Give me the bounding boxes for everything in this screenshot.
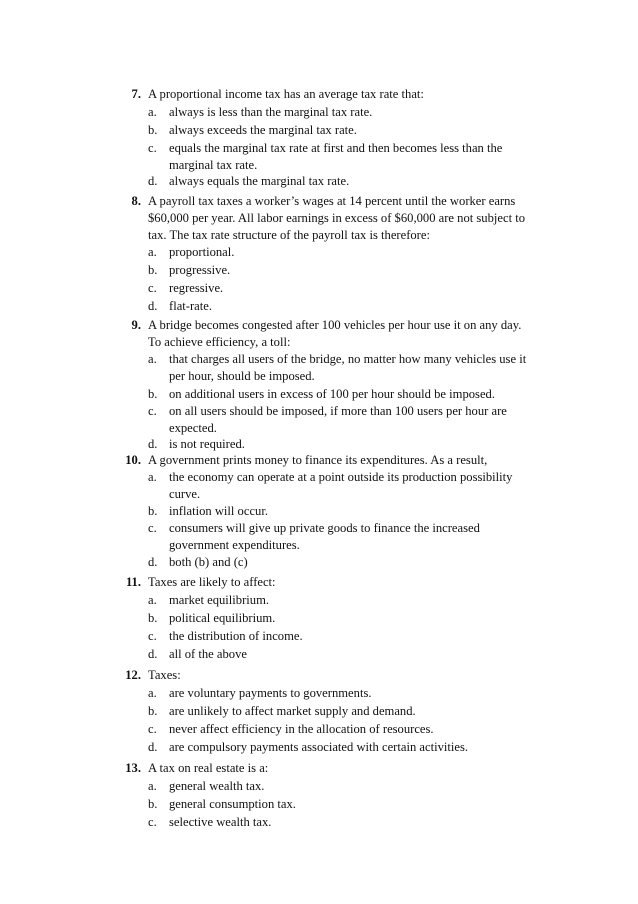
option-line: general consumption tax.: [169, 797, 296, 811]
option-line: never affect efficiency in the allocation of resources.: [169, 722, 434, 736]
option-line: always exceeds the marginal tax rate.: [169, 123, 357, 137]
option-letter: b.: [148, 123, 158, 137]
option-line: proportional.: [169, 245, 235, 259]
option-letter: c.: [148, 404, 157, 418]
option-text: [169, 628, 539, 645]
option-line: are unlikely to affect market supply and demand.: [169, 704, 416, 718]
option-line: marginal tax rate.: [169, 158, 258, 172]
option-line: the distribution of income.: [169, 629, 303, 643]
option-text: [169, 298, 539, 315]
question-stem: [148, 317, 548, 351]
option-text: [169, 703, 539, 720]
question-stem: [148, 667, 548, 684]
stem-line: A proportional income tax has an average tax rate that:: [148, 87, 424, 101]
option-line: consumers will give up private goods to finance the increased: [169, 521, 480, 535]
option-letter: c.: [148, 281, 157, 295]
option-text: [169, 503, 539, 520]
option-line: inflation will occur.: [169, 504, 268, 518]
option-letter: c.: [148, 521, 157, 535]
option-letter: c.: [148, 815, 157, 829]
option-letter: b.: [148, 263, 158, 277]
option-text: [169, 610, 539, 627]
option-line: selective wealth tax.: [169, 815, 272, 829]
question-number: 12.: [125, 668, 141, 682]
option-letter: c.: [148, 629, 157, 643]
question-stem: [148, 86, 548, 103]
question-number: 10.: [125, 453, 141, 467]
option-line: government expenditures.: [169, 538, 300, 552]
option-text: [169, 436, 539, 453]
question-stem: [148, 452, 548, 469]
question-number: 9.: [131, 318, 141, 332]
option-letter: c.: [148, 722, 157, 736]
option-letter: a.: [148, 245, 157, 259]
option-text: [169, 520, 539, 554]
stem-line: A government prints money to finance its expenditures. As a result,: [148, 453, 488, 467]
option-letter: d.: [148, 437, 158, 451]
option-text: [169, 351, 539, 385]
stem-line: A tax on real estate is a:: [148, 761, 269, 775]
question-stem: [148, 574, 548, 591]
option-line: regressive.: [169, 281, 224, 295]
stem-line: To achieve efficiency, a toll:: [148, 335, 291, 349]
option-letter: a.: [148, 593, 157, 607]
question-number: 13.: [125, 761, 141, 775]
option-line: on additional users in excess of 100 per hour should be imposed.: [169, 387, 495, 401]
option-letter: d.: [148, 174, 158, 188]
option-line: always is less than the marginal tax rate.: [169, 105, 373, 119]
option-line: on all users should be imposed, if more than 100 users per hour are: [169, 404, 507, 418]
option-letter: d.: [148, 647, 158, 661]
option-line: always equals the marginal tax rate.: [169, 174, 350, 188]
option-letter: b.: [148, 504, 158, 518]
option-text: [169, 104, 539, 121]
option-line: all of the above: [169, 647, 247, 661]
option-line: both (b) and (c): [169, 555, 248, 569]
stem-line: Taxes are likely to affect:: [148, 575, 276, 589]
option-text: [169, 244, 539, 261]
option-line: general wealth tax.: [169, 779, 265, 793]
option-line: is not required.: [169, 437, 245, 451]
option-text: [169, 721, 539, 738]
option-line: equals the marginal tax rate at first and then becomes less than the: [169, 141, 503, 155]
option-letter: a.: [148, 352, 157, 366]
question-stem: [148, 193, 548, 244]
option-line: the economy can operate at a point outside its production possibility: [169, 470, 513, 484]
option-text: [169, 778, 539, 795]
option-line: that charges all users of the bridge, no matter how many vehicles use it: [169, 352, 527, 366]
option-text: [169, 173, 539, 190]
option-text: [169, 554, 539, 571]
option-text: [169, 796, 539, 813]
option-letter: d.: [148, 740, 158, 754]
option-letter: d.: [148, 299, 158, 313]
option-line: curve.: [169, 487, 201, 501]
option-text: [169, 739, 539, 756]
stem-line: $60,000 per year. All labor earnings in excess of $60,000 are not subject to: [148, 211, 526, 225]
option-letter: d.: [148, 555, 158, 569]
option-text: [169, 280, 539, 297]
question-number: 8.: [131, 194, 141, 208]
question-number: 7.: [131, 87, 141, 101]
option-letter: a.: [148, 686, 157, 700]
stem-line: A payroll tax taxes a worker’s wages at 14 percent until the worker earns: [148, 194, 516, 208]
stem-line: tax. The tax rate structure of the payroll tax is therefore:: [148, 228, 430, 242]
option-line: market equilibrium.: [169, 593, 270, 607]
option-line: are compulsory payments associated with certain activities.: [169, 740, 469, 754]
option-text: [169, 140, 539, 174]
option-line: expected.: [169, 421, 217, 435]
option-text: [169, 262, 539, 279]
option-line: political equilibrium.: [169, 611, 276, 625]
option-line: flat-rate.: [169, 299, 212, 313]
question-number: 11.: [125, 575, 141, 589]
stem-line: Taxes:: [148, 668, 181, 682]
option-letter: a.: [148, 105, 157, 119]
option-text: [169, 403, 539, 437]
option-letter: a.: [148, 470, 157, 484]
option-text: [169, 814, 539, 831]
stem-line: A bridge becomes congested after 100 vehicles per hour use it on any day.: [148, 318, 522, 332]
question-stem: [148, 760, 548, 777]
option-letter: a.: [148, 779, 157, 793]
option-text: [169, 685, 539, 702]
option-text: [169, 122, 539, 139]
option-line: progressive.: [169, 263, 231, 277]
option-text: [169, 469, 539, 503]
option-line: per hour, should be imposed.: [169, 369, 315, 383]
option-letter: b.: [148, 611, 158, 625]
option-text: [169, 646, 539, 663]
option-text: [169, 592, 539, 609]
option-text: [169, 386, 539, 403]
option-letter: b.: [148, 387, 158, 401]
option-line: are voluntary payments to governments.: [169, 686, 372, 700]
option-letter: b.: [148, 797, 158, 811]
option-letter: b.: [148, 704, 158, 718]
option-letter: c.: [148, 141, 157, 155]
